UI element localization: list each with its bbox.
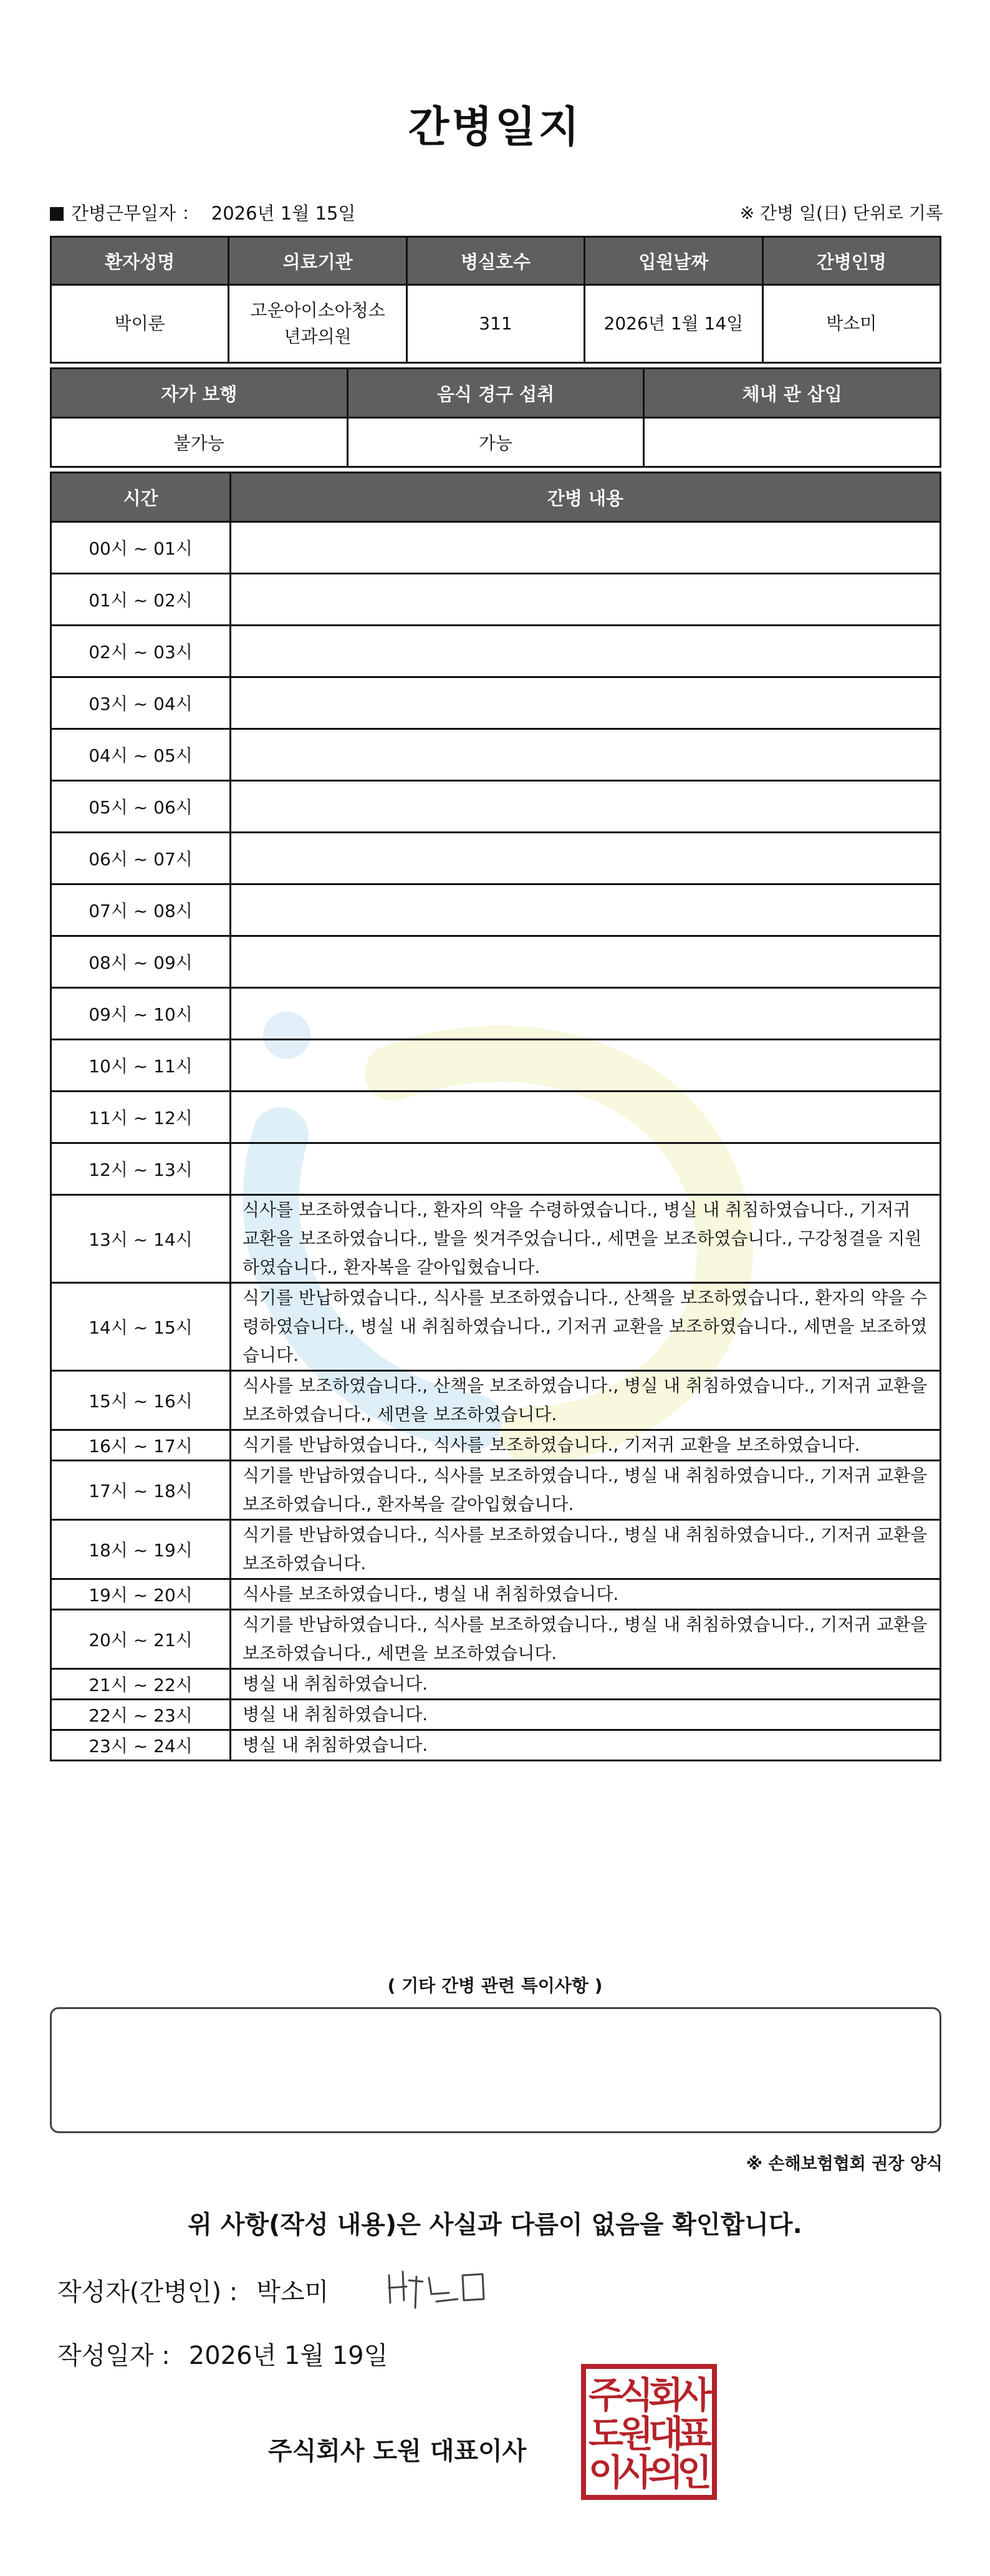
page-title: 간병일지 bbox=[408, 103, 582, 152]
time-slot: 05시 ~ 06시 bbox=[51, 781, 231, 833]
date-value: 2026년 1월 19일 bbox=[188, 2341, 388, 2370]
care-content bbox=[231, 1143, 941, 1195]
header-care-content: 간병 내용 bbox=[231, 473, 941, 522]
hospital-name: 고운아이소아청소 년과의원 bbox=[229, 285, 406, 363]
time-slot: 07시 ~ 08시 bbox=[51, 884, 231, 936]
svg-text:원: 원 bbox=[618, 2413, 654, 2455]
time-slot: 18시 ~ 19시 bbox=[51, 1520, 231, 1579]
time-slot: 15시 ~ 16시 bbox=[51, 1371, 231, 1430]
date-line bbox=[57, 2336, 388, 2371]
time-slot: 10시 ~ 11시 bbox=[51, 1040, 231, 1092]
care-content bbox=[231, 1092, 941, 1143]
time-slot: 21시 ~ 22시 bbox=[51, 1669, 231, 1700]
notes-box bbox=[50, 2007, 941, 2133]
care-content bbox=[231, 677, 941, 729]
table-row bbox=[51, 1040, 941, 1092]
care-content: 식기를 반납하였습니다., 식사를 보조하였습니다., 병실 내 취침하였습니다., 기저귀 교환을 보조하였습니다. bbox=[231, 1520, 941, 1579]
care-content: 병실 내 취침하였습니다. bbox=[231, 1730, 941, 1761]
time-slot: 16시 ~ 17시 bbox=[51, 1430, 231, 1461]
walking-value: 불가능 bbox=[51, 418, 348, 467]
care-content bbox=[231, 574, 941, 626]
table-row bbox=[51, 884, 941, 936]
table-row bbox=[51, 988, 941, 1040]
room-number: 311 bbox=[406, 285, 584, 363]
svg-text:표: 표 bbox=[676, 2413, 713, 2455]
table-row bbox=[51, 677, 941, 729]
care-content: 식사를 보조하였습니다., 산책을 보조하였습니다., 병실 내 취침하였습니다., 기저귀 교환을 보조하였습니다., 세면을 보조하였습니다. bbox=[231, 1371, 941, 1430]
table-row bbox=[51, 1430, 941, 1461]
svg-text:의: 의 bbox=[648, 2451, 684, 2494]
table-row bbox=[51, 1461, 941, 1520]
table-row bbox=[51, 1092, 941, 1143]
table-row bbox=[51, 574, 941, 626]
care-content bbox=[231, 936, 941, 988]
table-row bbox=[51, 522, 941, 574]
table-row bbox=[51, 626, 941, 677]
header-room: 병실호수 bbox=[406, 237, 584, 285]
care-content bbox=[231, 988, 941, 1040]
date-label: 작성일자 : bbox=[57, 2341, 170, 2370]
care-content bbox=[231, 522, 941, 574]
header-patient-name: 환자성명 bbox=[51, 237, 229, 285]
table-row bbox=[51, 1520, 941, 1579]
work-date bbox=[50, 200, 355, 225]
time-slot: 17시 ~ 18시 bbox=[51, 1461, 231, 1520]
table-row bbox=[51, 833, 941, 884]
patient-info-table bbox=[50, 236, 941, 364]
time-slot: 06시 ~ 07시 bbox=[51, 833, 231, 884]
caregiver-name: 박소미 bbox=[762, 285, 940, 363]
care-content: 병실 내 취침하였습니다. bbox=[231, 1700, 941, 1730]
time-slot: 04시 ~ 05시 bbox=[51, 729, 231, 781]
table-row bbox=[51, 1669, 941, 1700]
header-caregiver: 간병인명 bbox=[762, 237, 940, 285]
oral-intake-value: 가능 bbox=[347, 418, 644, 467]
table-row bbox=[51, 936, 941, 988]
care-content bbox=[231, 833, 941, 884]
svg-text:회: 회 bbox=[648, 2374, 684, 2416]
header-time: 시간 bbox=[51, 473, 231, 522]
svg-text:사: 사 bbox=[618, 2451, 654, 2494]
table-row bbox=[51, 1610, 941, 1669]
admission-date: 2026년 1월 14일 bbox=[585, 285, 762, 363]
confirmation-statement: 위 사항(작성 내용)은 사실과 다름이 없음을 확인합니다. bbox=[188, 2210, 802, 2239]
time-slot: 14시 ~ 15시 bbox=[51, 1283, 231, 1371]
unit-note: ※ 간병 일(日) 단위로 기록 bbox=[739, 203, 943, 223]
writer-label: 작성자(간병인) : bbox=[57, 2278, 238, 2307]
table-row bbox=[51, 1371, 941, 1430]
header-admission-date: 입원날짜 bbox=[585, 237, 762, 285]
table-row bbox=[51, 1730, 941, 1761]
care-content bbox=[231, 884, 941, 936]
patient-name: 박이룬 bbox=[51, 285, 229, 363]
care-content: 식기를 반납하였습니다., 식사를 보조하였습니다., 산책을 보조하였습니다., 환자의 약을 수령하였습니다., 병실 내 취침하였습니다., 기저귀 교환을 보조하였습니다., 세면을 보조하였습니다. bbox=[231, 1283, 941, 1371]
care-content: 식기를 반납하였습니다., 식사를 보조하였습니다., 병실 내 취침하였습니다., 기저귀 교환을 보조하였습니다., 세면을 보조하였습니다. bbox=[231, 1610, 941, 1669]
care-log-body bbox=[51, 522, 941, 1761]
svg-text:대: 대 bbox=[648, 2413, 684, 2455]
time-slot: 22시 ~ 23시 bbox=[51, 1700, 231, 1730]
work-date-label: 간병근무일자 ： bbox=[71, 203, 200, 224]
time-slot: 01시 ~ 02시 bbox=[51, 574, 231, 626]
handwritten-signature bbox=[384, 2264, 490, 2314]
table-row bbox=[51, 1700, 941, 1730]
care-content bbox=[231, 1040, 941, 1092]
time-slot: 00시 ~ 01시 bbox=[51, 522, 231, 574]
time-slot: 19시 ~ 20시 bbox=[51, 1579, 231, 1610]
care-content: 식기를 반납하였습니다., 식사를 보조하였습니다., 기저귀 교환을 보조하였습니다. bbox=[231, 1430, 941, 1461]
writer-line bbox=[57, 2272, 329, 2308]
writer-name: 박소미 bbox=[256, 2278, 329, 2307]
header-tube: 체내 관 삽입 bbox=[644, 369, 941, 418]
notes-title: ( 기타 간병 관련 특이사항 ) bbox=[387, 1975, 603, 1996]
care-content: 병실 내 취침하였습니다. bbox=[231, 1669, 941, 1700]
table-row bbox=[51, 781, 941, 833]
svg-text:주: 주 bbox=[588, 2374, 624, 2416]
care-content bbox=[231, 781, 941, 833]
square-bullet-icon bbox=[50, 207, 64, 221]
svg-text:도: 도 bbox=[588, 2413, 624, 2455]
time-slot: 20시 ~ 21시 bbox=[51, 1610, 231, 1669]
care-content bbox=[231, 626, 941, 677]
header-oral-intake: 음식 경구 섭취 bbox=[347, 369, 644, 418]
time-slot: 08시 ~ 09시 bbox=[51, 936, 231, 988]
work-date-value: 2026년 1월 15일 bbox=[211, 203, 356, 224]
time-slot: 11시 ~ 12시 bbox=[51, 1092, 231, 1143]
time-slot: 03시 ~ 04시 bbox=[51, 677, 231, 729]
header-walking: 자가 보행 bbox=[51, 369, 348, 418]
source-note: ※ 손해보험협회 권장 양식 bbox=[746, 2154, 943, 2174]
company-seal bbox=[579, 2361, 719, 2502]
care-log-table bbox=[50, 472, 941, 1761]
svg-text:식: 식 bbox=[618, 2374, 654, 2416]
svg-text:인: 인 bbox=[676, 2451, 713, 2494]
table-row bbox=[51, 729, 941, 781]
header-hospital: 의료기관 bbox=[229, 237, 406, 285]
care-content bbox=[231, 729, 941, 781]
svg-text:사: 사 bbox=[676, 2374, 713, 2416]
table-row bbox=[51, 1195, 941, 1283]
time-slot: 23시 ~ 24시 bbox=[51, 1730, 231, 1761]
table-row bbox=[51, 1283, 941, 1371]
time-slot: 13시 ~ 14시 bbox=[51, 1195, 231, 1283]
care-content: 식사를 보조하였습니다., 환자의 약을 수령하였습니다., 병실 내 취침하였습니다., 기저귀 교환을 보조하였습니다., 발을 씻겨주었습니다., 세면을 보조하였습니다., 구강청결을 지원하였습니다., 환자복을 갈아입혔습니다. bbox=[231, 1195, 941, 1283]
time-slot: 09시 ~ 10시 bbox=[51, 988, 231, 1040]
patient-status-table bbox=[50, 367, 941, 468]
care-content: 식기를 반납하였습니다., 식사를 보조하였습니다., 병실 내 취침하였습니다., 기저귀 교환을 보조하였습니다., 환자복을 갈아입혔습니다. bbox=[231, 1461, 941, 1520]
table-row bbox=[51, 1143, 941, 1195]
care-content: 식사를 보조하였습니다., 병실 내 취침하였습니다. bbox=[231, 1579, 941, 1610]
company-representative: 주식회사 도원 대표이사 bbox=[268, 2437, 527, 2466]
svg-text:이: 이 bbox=[588, 2451, 624, 2494]
table-row bbox=[51, 1579, 941, 1610]
tube-value bbox=[644, 418, 941, 467]
time-slot: 12시 ~ 13시 bbox=[51, 1143, 231, 1195]
time-slot: 02시 ~ 03시 bbox=[51, 626, 231, 677]
